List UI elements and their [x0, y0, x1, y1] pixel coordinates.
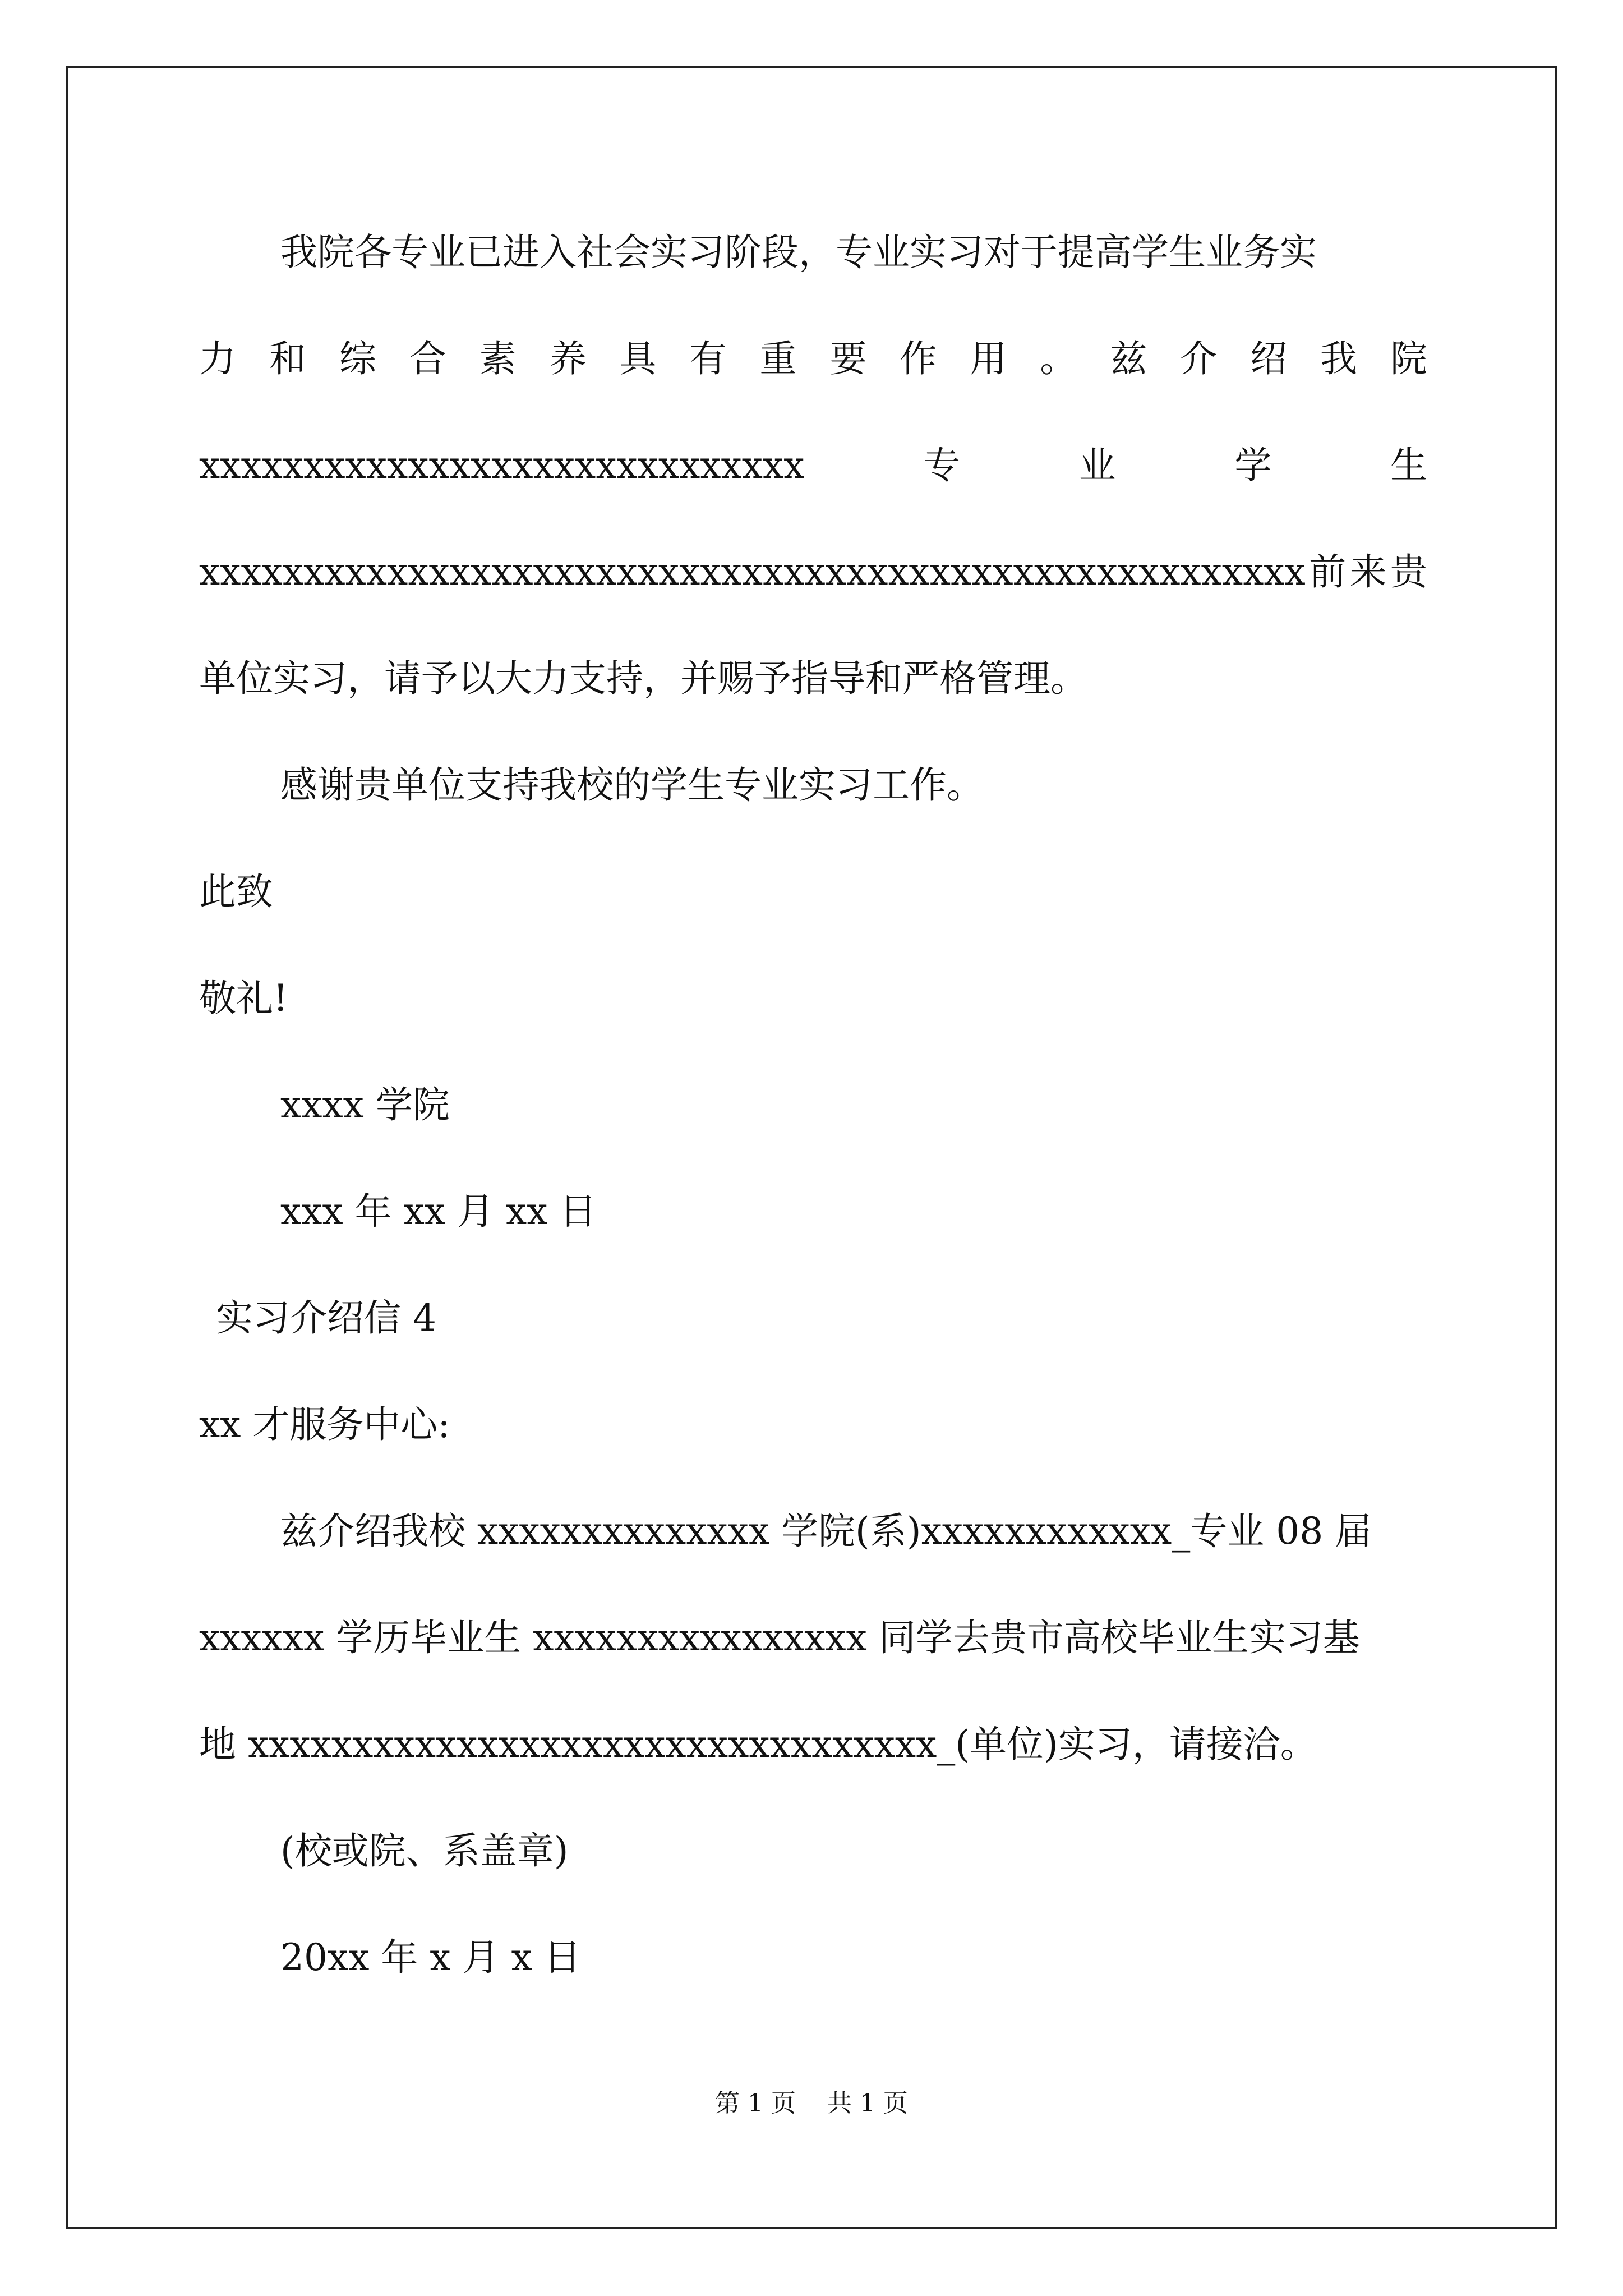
- line-2-char: 和: [269, 337, 306, 380]
- line-3-char: 专: [923, 444, 961, 487]
- line-2-char: 用: [970, 337, 1007, 380]
- letter-4-line-2: xxxxxx 学历毕业生 xxxxxxxxxxxxxxxx 同学去贵市高校毕业生实习基: [199, 1616, 1360, 1659]
- line-2-char: 作: [900, 337, 937, 380]
- paragraph-2: 感谢贵单位支持我校的学生专业实习工作。: [280, 763, 984, 807]
- line-3-char: 业: [1078, 444, 1116, 487]
- paragraph-1-line-1: 我院各专业已进入社会实习阶段，专业实习对于提高学生业务实: [280, 231, 1317, 274]
- letter-4-line-3: 地 xxxxxxxxxxxxxxxxxxxxxxxxxxxxxxxxx_(单位)实习，请接洽。: [199, 1723, 1317, 1766]
- line-4-char: 前: [1309, 550, 1347, 593]
- line-2-char: 。: [1040, 337, 1077, 380]
- line-2-char: 绍: [1250, 337, 1288, 380]
- closing-salutation: 此致: [199, 870, 273, 913]
- stamp-note: (校或院、系盖章): [280, 1829, 569, 1872]
- recipient: xx 才服务中心:: [199, 1403, 450, 1446]
- student-major-placeholder: xxxxxxxxxxxxxxxxxxxxxxxxxxxxx: [199, 444, 805, 487]
- letter-4-date: 20xx 年 x 月 x 日: [280, 1936, 581, 1979]
- line-2-char: 我: [1320, 337, 1357, 380]
- line-2-char: 素: [479, 337, 517, 380]
- line-3-char: 学: [1234, 444, 1272, 487]
- paragraph-1-line-4: [199, 547, 1427, 597]
- line-3-char: 生: [1390, 444, 1427, 487]
- line-2-char: 院: [1390, 337, 1427, 380]
- section-title: 实习介绍信 4: [216, 1296, 436, 1340]
- signature-organization: xxxx 学院: [280, 1083, 450, 1126]
- letter-4-line-1: 兹介绍我校 xxxxxxxxxxxxxx 学院(系)xxxxxxxxxxxx_专业 08 届: [280, 1510, 1372, 1553]
- line-2-char: 有: [689, 337, 727, 380]
- line-2-char: 要: [829, 337, 867, 380]
- line-2-char: 介: [1180, 337, 1218, 380]
- line-2-char: 合: [409, 337, 446, 380]
- paragraph-1-line-2: [199, 334, 1427, 384]
- paragraph-1-line-5: 单位实习，请予以大力支持，并赐予指导和严格管理。: [199, 657, 1087, 700]
- line-2-char: 具: [619, 337, 657, 380]
- paragraph-1-line-3: [199, 440, 1427, 491]
- line-4-char: 贵: [1390, 550, 1427, 593]
- line-2-char: 养: [549, 337, 587, 380]
- page-border: [66, 66, 1557, 2229]
- page-footer: 第 1 页 共 1 页: [715, 2089, 908, 2118]
- student-name-placeholder: xxxxxxxxxxxxxxxxxxxxxxxxxxxxxxxxxxxxxxxxxxxxxxxxxxxxx: [199, 550, 1306, 593]
- line-2-char: 综: [339, 337, 376, 380]
- signature-date: xxx 年 xx 月 xx 日: [280, 1190, 597, 1233]
- line-2-char: 兹: [1110, 337, 1147, 380]
- line-2-char: 力: [199, 337, 236, 380]
- line-2-char: 重: [759, 337, 797, 380]
- closing-regards: 敬礼!: [199, 977, 288, 1020]
- line-4-char: 来: [1349, 550, 1387, 593]
